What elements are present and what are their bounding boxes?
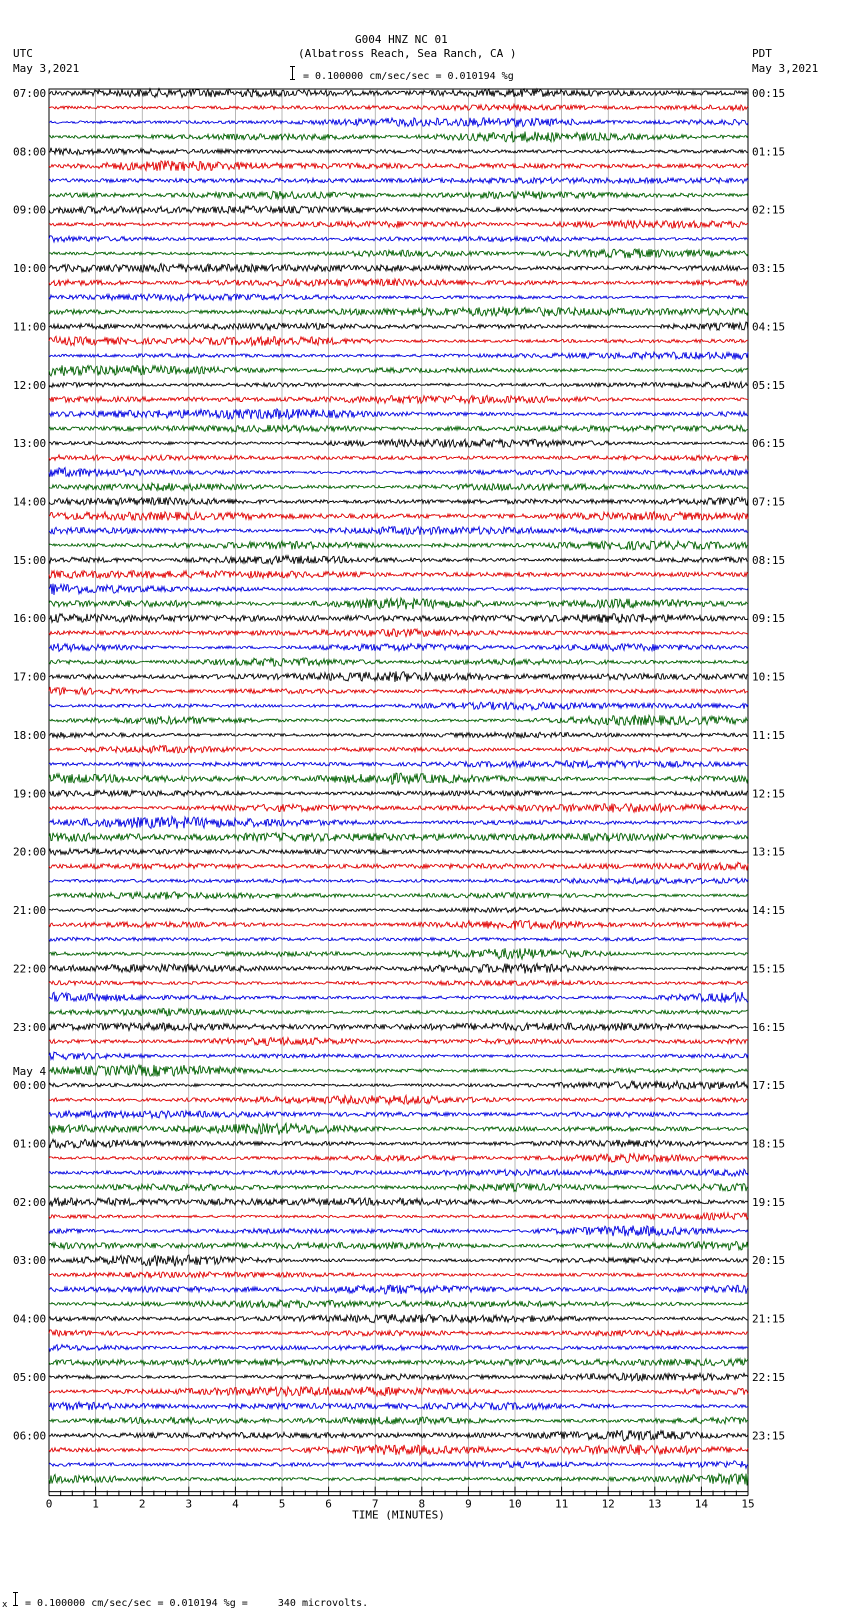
seismic-trace	[49, 702, 748, 710]
utc-hour-label: 06:00	[13, 1429, 47, 1443]
seismic-trace	[49, 658, 748, 666]
local-hour-label: 07:15	[752, 495, 786, 509]
seismic-trace	[49, 118, 748, 127]
seismic-trace	[49, 336, 748, 346]
x-tick-label: 5	[278, 1497, 286, 1511]
footer-marker-icon: x	[2, 1600, 8, 1610]
seismic-trace	[49, 104, 748, 110]
local-hour-label: 15:15	[752, 962, 786, 976]
seismic-trace	[49, 614, 748, 623]
seismic-trace	[49, 981, 748, 986]
seismic-trace	[49, 892, 748, 900]
seismic-trace	[49, 527, 748, 535]
seismic-trace	[49, 497, 748, 505]
x-tick-label: 14	[694, 1497, 709, 1511]
seismic-trace	[49, 1402, 748, 1410]
seismic-trace	[49, 992, 748, 1003]
local-hour-label: 03:15	[752, 262, 786, 276]
seismic-trace	[49, 773, 748, 784]
utc-hour-label: 11:00	[13, 320, 47, 334]
seismic-trace	[49, 1052, 748, 1060]
local-hour-label: 16:15	[752, 1020, 786, 1034]
seismic-trace	[49, 1065, 748, 1077]
seismic-trace	[49, 790, 748, 796]
seismic-trace	[49, 365, 748, 376]
seismic-trace	[49, 1255, 748, 1266]
x-tick-label: 12	[601, 1497, 615, 1511]
station-location: (Albatross Reach, Sea Ranch, CA )	[298, 47, 517, 60]
local-hour-label: 05:15	[752, 378, 786, 392]
seismic-trace	[49, 643, 748, 651]
date-change-label: May 4	[13, 1065, 47, 1079]
seismic-trace	[49, 1226, 748, 1237]
utc-hour-label: 10:00	[13, 262, 47, 276]
x-tick-label: 8	[418, 1497, 426, 1511]
local-hour-label: 11:15	[752, 728, 786, 742]
seismic-trace	[49, 1300, 748, 1308]
seismic-trace	[49, 264, 748, 273]
utc-hour-label: 02:00	[13, 1195, 47, 1209]
plot-frame	[49, 89, 748, 1492]
seismic-trace	[49, 1169, 748, 1176]
utc-hour-label: 18:00	[13, 728, 47, 742]
utc-hour-label: 15:00	[13, 553, 47, 567]
x-tick-label: 7	[371, 1497, 379, 1511]
seismic-trace	[49, 455, 748, 461]
seismic-trace	[49, 598, 748, 609]
seismic-trace	[49, 409, 748, 419]
local-hour-label: 23:15	[752, 1429, 786, 1443]
seismic-trace	[49, 1139, 748, 1148]
seismic-trace	[49, 191, 748, 199]
seismic-trace	[49, 483, 748, 491]
x-tick-label: 10	[508, 1497, 522, 1511]
seismic-trace	[49, 878, 748, 884]
seismic-trace	[49, 1095, 748, 1104]
utc-hour-label: 05:00	[13, 1370, 47, 1384]
local-hour-label: 02:15	[752, 203, 786, 217]
seismic-trace	[49, 1474, 748, 1486]
x-tick-label: 11	[554, 1497, 569, 1511]
seismic-trace	[49, 322, 748, 330]
seismic-trace	[49, 279, 748, 286]
x-tick-label: 15	[741, 1497, 755, 1511]
utc-hour-label: 01:00	[13, 1137, 47, 1151]
utc-hour-label: 04:00	[13, 1312, 47, 1326]
x-tick-label: 9	[465, 1497, 472, 1511]
seismic-trace	[49, 1111, 748, 1118]
seismic-trace	[49, 921, 748, 930]
seismic-trace	[49, 1123, 748, 1134]
seismic-trace	[49, 732, 748, 738]
seismic-trace	[49, 382, 748, 388]
local-hour-label: 04:15	[752, 320, 786, 334]
local-hour-label: 21:15	[752, 1312, 786, 1326]
utc-hour-label: 08:00	[13, 145, 47, 159]
local-hour-label: 20:15	[752, 1254, 786, 1268]
seismic-trace	[49, 131, 748, 142]
utc-hour-label: 12:00	[13, 378, 47, 392]
x-tick-label: 1	[92, 1497, 99, 1511]
seismic-trace	[49, 512, 748, 521]
x-tick-label: 3	[185, 1497, 193, 1511]
utc-hour-label: 13:00	[13, 437, 47, 451]
x-axis-label: TIME (MINUTES)	[352, 1508, 445, 1522]
seismic-trace	[49, 1285, 748, 1294]
utc-hour-label: 03:00	[13, 1254, 47, 1268]
seismic-trace	[49, 584, 748, 595]
right-date: May 3,2021	[752, 62, 819, 75]
seismic-trace	[49, 1417, 748, 1425]
seismic-trace	[49, 249, 748, 259]
seismic-trace	[49, 352, 748, 360]
seismic-trace	[49, 1387, 748, 1397]
seismic-trace	[49, 220, 748, 228]
seismic-trace	[49, 1213, 748, 1220]
seismic-trace	[49, 908, 748, 913]
footer-scale-bar-icon	[13, 1592, 19, 1606]
x-tick-label: 13	[648, 1497, 662, 1511]
x-tick-label: 2	[138, 1497, 146, 1511]
seismic-trace	[49, 1345, 748, 1352]
seismic-trace	[49, 541, 748, 550]
right-timezone: PDT	[752, 47, 772, 60]
local-hour-label: 10:15	[752, 670, 786, 684]
utc-hour-label: 00:00	[13, 1079, 47, 1093]
seismic-trace	[49, 746, 748, 754]
seismic-trace	[49, 206, 748, 213]
utc-hour-label: 21:00	[13, 904, 47, 918]
chart-title: G004 HNZ NC 01	[355, 33, 448, 46]
seismic-trace	[49, 1359, 748, 1366]
seismic-trace	[49, 1272, 748, 1278]
local-hour-label: 19:15	[752, 1195, 786, 1209]
left-date: May 3,2021	[13, 62, 80, 75]
seismic-trace	[49, 849, 748, 855]
seismic-trace	[49, 89, 748, 98]
seismic-trace	[49, 395, 748, 403]
utc-hour-label: 20:00	[13, 845, 47, 859]
seismic-trace	[49, 1038, 748, 1046]
utc-hour-label: 23:00	[13, 1020, 47, 1034]
local-hour-label: 17:15	[752, 1079, 786, 1093]
local-hour-label: 01:15	[752, 145, 786, 159]
seismic-trace	[49, 671, 748, 682]
seismic-trace	[49, 178, 748, 184]
seismic-trace	[49, 1241, 748, 1250]
seismic-trace	[49, 862, 748, 870]
seismic-trace	[49, 1008, 748, 1016]
seismic-trace	[49, 804, 748, 813]
seismic-trace	[49, 1461, 748, 1468]
local-hour-label: 09:15	[752, 612, 786, 626]
seismic-trace	[49, 161, 748, 171]
seismic-trace	[49, 817, 748, 829]
local-hour-label: 14:15	[752, 904, 786, 918]
seismic-trace	[49, 571, 748, 579]
utc-hour-label: 22:00	[13, 962, 47, 976]
seismic-trace	[49, 425, 748, 432]
x-tick-label: 4	[232, 1497, 239, 1511]
seismic-trace	[49, 1373, 748, 1381]
seismic-trace	[49, 1183, 748, 1191]
seismic-trace	[49, 761, 748, 769]
seismic-trace	[49, 468, 748, 478]
local-hour-label: 13:15	[752, 845, 786, 859]
seismic-trace	[49, 1314, 748, 1323]
seismic-trace	[49, 294, 748, 301]
local-hour-label: 18:15	[752, 1137, 786, 1151]
x-tick-label: 6	[325, 1497, 332, 1511]
seismic-trace	[49, 948, 748, 959]
local-hour-label: 22:15	[752, 1370, 786, 1384]
local-hour-label: 12:15	[752, 787, 786, 801]
seismic-trace	[49, 1023, 748, 1031]
utc-hour-label: 19:00	[13, 787, 47, 801]
seismic-trace	[49, 148, 748, 155]
footer-scale-text: = 0.100000 cm/sec/sec = 0.010194 %g = 340 microvolts.	[25, 1598, 369, 1609]
x-tick-label: 0	[45, 1497, 53, 1511]
utc-hour-label: 09:00	[13, 203, 47, 217]
seismic-trace	[49, 964, 748, 974]
seismic-trace	[49, 937, 748, 941]
local-hour-label: 00:15	[752, 87, 786, 100]
seismic-trace	[49, 1153, 748, 1162]
local-hour-label: 06:15	[752, 437, 786, 451]
seismic-trace	[49, 1430, 748, 1441]
seismic-trace	[49, 556, 748, 565]
utc-hour-label: 17:00	[13, 670, 47, 684]
seismic-trace	[49, 236, 748, 242]
seismic-trace	[49, 833, 748, 842]
utc-hour-label: 14:00	[13, 495, 47, 509]
left-timezone: UTC	[13, 47, 33, 60]
seismic-trace	[49, 307, 748, 316]
seismic-trace	[49, 1445, 748, 1455]
seismic-trace	[49, 1081, 748, 1089]
seismic-trace	[49, 1330, 748, 1336]
seismic-trace	[49, 629, 748, 637]
utc-hour-label: 07:00	[13, 87, 47, 100]
seismic-trace	[49, 439, 748, 447]
utc-hour-label: 16:00	[13, 612, 47, 626]
scale-text: = 0.100000 cm/sec/sec = 0.010194 %g	[303, 71, 514, 82]
seismic-trace	[49, 715, 748, 726]
seismic-trace	[49, 1198, 748, 1207]
seismic-trace	[49, 687, 748, 695]
local-hour-label: 08:15	[752, 553, 786, 567]
